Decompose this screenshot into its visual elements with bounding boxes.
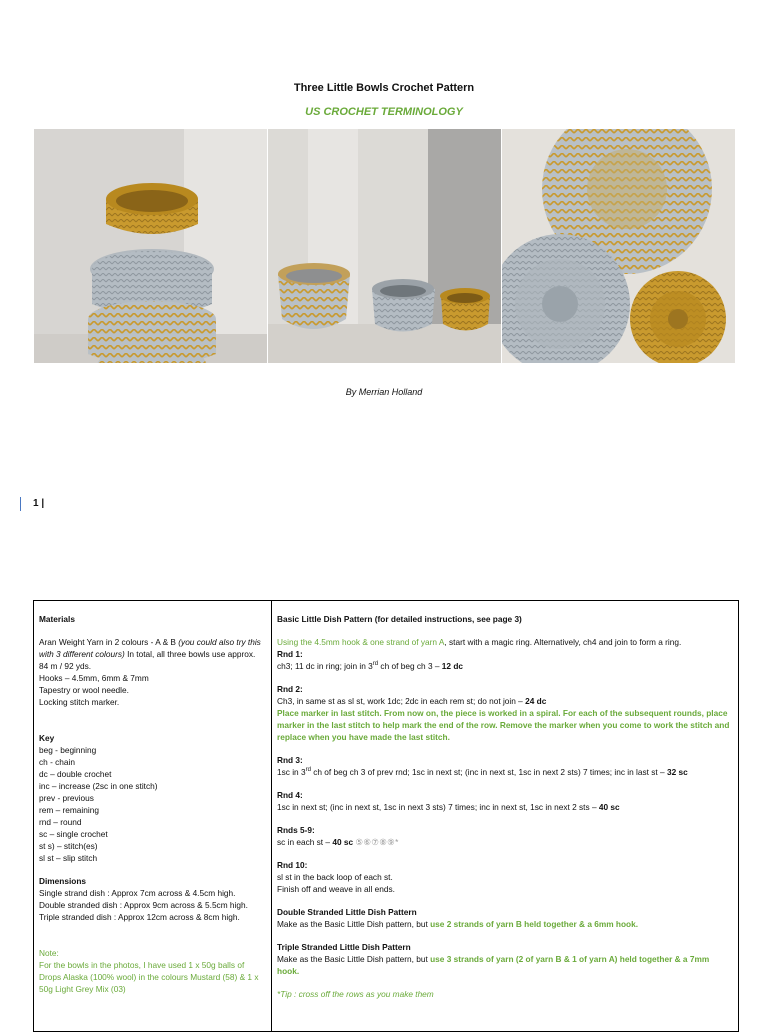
- document-title: Three Little Bowls Crochet Pattern: [293, 82, 475, 94]
- rnds5-9-label: Rnds 5-9:: [277, 825, 315, 836]
- yarn-description: Aran Weight Yarn in 2 colours - A & B (you could also try this with 3 different colours) In total, all three bowls use approx. 84 m / 92 yds.: [39, 637, 261, 672]
- rnd4-label: Rnd 4:: [277, 790, 303, 801]
- rnd3-label: Rnd 3:: [277, 755, 303, 766]
- pattern-intro: Using the 4.5mm hook & one strand of yarn A, start with a magic ring. Alternatively, ch4 and join to form a ring.: [277, 637, 682, 648]
- rnds5-9-text: sc in each st – 40 sc ⑤⑥⑦⑧⑨*: [277, 837, 399, 848]
- note-label: Note:: [39, 948, 59, 959]
- triple-dish-text: Make as the Basic Little Dish pattern, but use 3 strands of yarn (2 of yarn B & 1 of yarn A) held together & a 7mm hook.: [277, 954, 710, 977]
- rnd1-label: Rnd 1:: [277, 649, 303, 660]
- rnd10-label: Rnd 10:: [277, 860, 308, 871]
- bowl-bases-photo: [502, 129, 735, 363]
- key-item: st s) – stitch(es): [39, 841, 98, 852]
- terminology-subtitle: US CROCHET TERMINOLOGY: [305, 106, 463, 118]
- key-item: sc – single crochet: [39, 829, 108, 840]
- key-item: beg - beginning: [39, 745, 97, 756]
- author-byline: By Merrian Holland: [345, 387, 423, 397]
- materials-heading: Materials: [39, 614, 75, 624]
- rnd10-line: sl st in the back loop of each st.: [277, 872, 393, 883]
- triple-dish-heading: Triple Stranded Little Dish Pattern: [277, 942, 411, 953]
- key-item: sl st – slip stitch: [39, 853, 98, 864]
- rnd2-text: Ch3, in same st as sl st, work 1dc; 2dc in each rem st; do not join – 24 dc: [277, 696, 547, 707]
- key-item: rem – remaining: [39, 805, 99, 816]
- stacked-bowls-photo: [34, 129, 267, 363]
- pattern-column: [272, 601, 738, 1031]
- rnd4-text: 1sc in next st; (inc in next st, 1sc in next 3 sts) 7 times; inc in next st, 1sc in next 2 sts – 40 sc: [277, 802, 620, 813]
- round-tracker-circles[interactable]: ⑤⑥⑦⑧⑨*: [355, 837, 399, 848]
- key-heading: Key: [39, 733, 55, 744]
- stacked-bowls-illustration: [34, 129, 267, 363]
- dimensions-heading: Dimensions: [39, 876, 87, 887]
- materials-item: Locking stitch marker.: [39, 697, 120, 708]
- materials-column: [34, 601, 272, 1031]
- key-item: prev - previous: [39, 793, 94, 804]
- rnd3-text: 1sc in 3rd ch of beg ch 3 of prev rnd; 1sc in next st; (inc in next st, 1sc in next 2 sts) 7 times; inc in last st – 32 sc: [277, 767, 688, 778]
- materials-item: Hooks – 4.5mm, 6mm & 7mm: [39, 673, 149, 684]
- photo-strip: [34, 129, 735, 363]
- three-bowls-illustration: [268, 129, 501, 363]
- double-dish-heading: Double Stranded Little Dish Pattern: [277, 907, 417, 918]
- rnd1-text: ch3; 11 dc in ring; join in 3rd ch of beg ch 3 – 12 dc: [277, 661, 463, 672]
- rnd10-line: Finish off and weave in all ends.: [277, 884, 395, 895]
- key-item: inc – increase (2sc in one stitch): [39, 781, 158, 792]
- double-dish-text: Make as the Basic Little Dish pattern, but use 2 strands of yarn B held together & a 6mm hook.: [277, 919, 639, 930]
- key-item: dc – double crochet: [39, 769, 112, 780]
- dimension-item: Single strand dish : Approx 7cm across & 4.5cm high.: [39, 888, 236, 899]
- dimension-item: Double stranded dish : Approx 9cm across & 5.5cm high.: [39, 900, 248, 911]
- rnd2-marker-note: Place marker in last stitch. From now on, the piece is worked in a spiral. For each of the subsequent rounds, place marker in the last stitch to help mark the end of the row. Remove the marker when you come to work the stitch and replace when you have made the last stitch.: [277, 708, 730, 743]
- rnd2-label: Rnd 2:: [277, 684, 303, 695]
- note-text: For the bowls in the photos, I have used 1 x 50g balls of Drops Alaska (100% wool) in the colours Mustard (58) & 1 x 50g Light Grey Mix (03): [39, 960, 259, 995]
- pattern-table: [33, 600, 739, 1032]
- dimension-item: Triple stranded dish : Approx 12cm across & 8cm high.: [39, 912, 240, 923]
- three-bowls-row-photo: [268, 129, 501, 363]
- key-item: ch - chain: [39, 757, 75, 768]
- page-number: 1 |: [20, 497, 44, 511]
- bowl-bases-illustration: [502, 129, 735, 363]
- pattern-heading: Basic Little Dish Pattern (for detailed instructions, see page 3): [277, 614, 522, 624]
- materials-item: Tapestry or wool needle.: [39, 685, 129, 696]
- tip-text: *Tip : cross off the rows as you make them: [277, 989, 434, 1000]
- key-item: rnd – round: [39, 817, 82, 828]
